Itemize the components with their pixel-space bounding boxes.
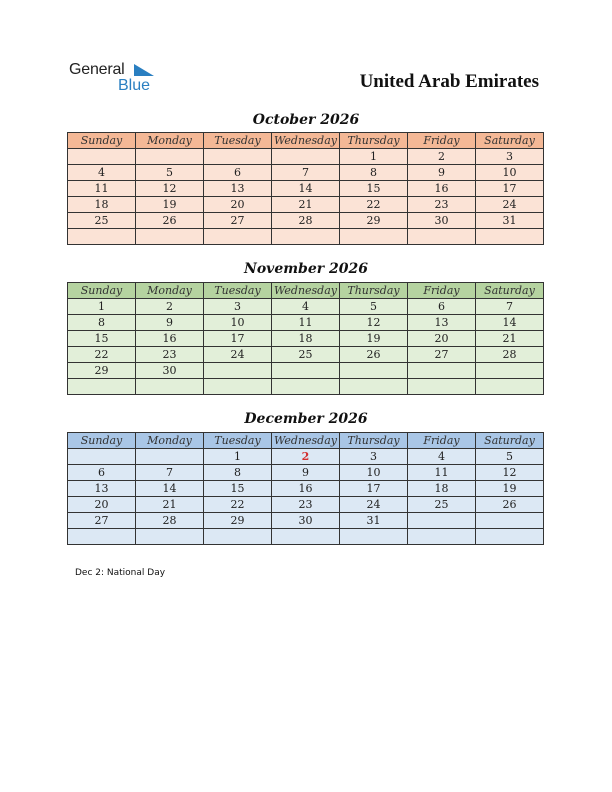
day-cell: 30 bbox=[136, 363, 204, 379]
day-cell bbox=[476, 513, 544, 529]
day-cell: 7 bbox=[272, 165, 340, 181]
month-title-november: November 2026 bbox=[244, 261, 368, 277]
day-cell bbox=[408, 229, 476, 245]
day-cell: 4 bbox=[272, 299, 340, 315]
weekday-header: Wednesday bbox=[272, 133, 340, 149]
day-cell: 23 bbox=[136, 347, 204, 363]
weekday-header: Wednesday bbox=[272, 433, 340, 449]
calendar-week-row bbox=[68, 497, 544, 513]
day-cell: 8 bbox=[68, 315, 136, 331]
day-cell: 29 bbox=[204, 513, 272, 529]
day-cell: 16 bbox=[408, 181, 476, 197]
day-cell: 23 bbox=[408, 197, 476, 213]
day-cell bbox=[272, 529, 340, 545]
day-cell: 26 bbox=[136, 213, 204, 229]
calendar-week-row bbox=[68, 181, 544, 197]
day-cell: 2 bbox=[408, 149, 476, 165]
calendar-week-row bbox=[68, 299, 544, 315]
weekday-header: Tuesday bbox=[204, 433, 272, 449]
day-cell: 23 bbox=[272, 497, 340, 513]
day-cell: 7 bbox=[136, 465, 204, 481]
day-cell: 22 bbox=[340, 197, 408, 213]
day-cell: 22 bbox=[68, 347, 136, 363]
day-cell: 26 bbox=[340, 347, 408, 363]
weekday-header: Friday bbox=[408, 283, 476, 299]
day-cell bbox=[340, 229, 408, 245]
day-cell bbox=[136, 529, 204, 545]
calendar-october bbox=[67, 132, 544, 245]
calendar-week-row bbox=[68, 347, 544, 363]
day-cell bbox=[136, 379, 204, 395]
day-cell: 3 bbox=[476, 149, 544, 165]
day-cell: 24 bbox=[340, 497, 408, 513]
day-cell bbox=[340, 529, 408, 545]
day-cell bbox=[408, 529, 476, 545]
day-cell: 9 bbox=[408, 165, 476, 181]
day-cell bbox=[476, 379, 544, 395]
day-cell bbox=[476, 363, 544, 379]
day-cell: 5 bbox=[476, 449, 544, 465]
weekday-header: Thursday bbox=[340, 133, 408, 149]
day-cell: 21 bbox=[476, 331, 544, 347]
calendar-week-row bbox=[68, 449, 544, 465]
calendar-week-row bbox=[68, 213, 544, 229]
weekday-header: Tuesday bbox=[204, 283, 272, 299]
calendar-november bbox=[67, 282, 544, 395]
day-cell: 21 bbox=[272, 197, 340, 213]
weekday-header: Saturday bbox=[476, 133, 544, 149]
day-cell: 14 bbox=[136, 481, 204, 497]
day-cell: 10 bbox=[340, 465, 408, 481]
day-cell: 26 bbox=[476, 497, 544, 513]
day-cell: 25 bbox=[272, 347, 340, 363]
day-cell: 18 bbox=[408, 481, 476, 497]
day-cell: 16 bbox=[272, 481, 340, 497]
day-cell: 5 bbox=[136, 165, 204, 181]
day-cell: 10 bbox=[476, 165, 544, 181]
day-cell: 14 bbox=[272, 181, 340, 197]
month-title-december: December 2026 bbox=[244, 411, 368, 427]
day-cell: 10 bbox=[204, 315, 272, 331]
day-cell: 28 bbox=[272, 213, 340, 229]
day-cell: 19 bbox=[340, 331, 408, 347]
calendar-week-row bbox=[68, 379, 544, 395]
day-cell bbox=[68, 449, 136, 465]
day-cell: 4 bbox=[408, 449, 476, 465]
day-cell: 18 bbox=[68, 197, 136, 213]
day-cell: 7 bbox=[476, 299, 544, 315]
day-cell: 16 bbox=[136, 331, 204, 347]
day-cell bbox=[340, 379, 408, 395]
day-cell bbox=[408, 363, 476, 379]
day-cell bbox=[272, 149, 340, 165]
day-cell bbox=[408, 379, 476, 395]
day-cell bbox=[340, 363, 408, 379]
day-cell: 6 bbox=[204, 165, 272, 181]
day-cell: 27 bbox=[204, 213, 272, 229]
calendar-december bbox=[67, 432, 544, 545]
day-cell: 29 bbox=[68, 363, 136, 379]
day-cell: 25 bbox=[408, 497, 476, 513]
day-cell: 9 bbox=[272, 465, 340, 481]
day-cell bbox=[204, 363, 272, 379]
general-blue-logo bbox=[69, 61, 169, 97]
day-cell: 24 bbox=[204, 347, 272, 363]
day-cell: 19 bbox=[476, 481, 544, 497]
day-cell: 2 bbox=[136, 299, 204, 315]
day-cell bbox=[68, 149, 136, 165]
day-cell bbox=[204, 379, 272, 395]
day-cell bbox=[204, 529, 272, 545]
day-cell: 18 bbox=[272, 331, 340, 347]
holiday-day-cell: 2 bbox=[272, 449, 340, 465]
day-cell: 29 bbox=[340, 213, 408, 229]
day-cell: 17 bbox=[204, 331, 272, 347]
day-cell: 28 bbox=[136, 513, 204, 529]
calendar-week-row bbox=[68, 229, 544, 245]
calendar-week-row bbox=[68, 197, 544, 213]
day-cell: 20 bbox=[204, 197, 272, 213]
day-cell bbox=[68, 529, 136, 545]
month-title-october: October 2026 bbox=[252, 112, 360, 128]
weekday-header: Thursday bbox=[340, 433, 408, 449]
weekday-header: Tuesday bbox=[204, 133, 272, 149]
weekday-header: Friday bbox=[408, 433, 476, 449]
day-cell: 14 bbox=[476, 315, 544, 331]
weekday-header: Saturday bbox=[476, 283, 544, 299]
day-cell bbox=[272, 379, 340, 395]
day-cell: 11 bbox=[408, 465, 476, 481]
day-cell bbox=[204, 149, 272, 165]
day-cell: 5 bbox=[340, 299, 408, 315]
calendar-week-row bbox=[68, 315, 544, 331]
holiday-note: Dec 2: National Day bbox=[75, 568, 166, 578]
day-cell: 13 bbox=[204, 181, 272, 197]
day-cell: 6 bbox=[68, 465, 136, 481]
day-cell: 20 bbox=[408, 331, 476, 347]
weekday-header: Saturday bbox=[476, 433, 544, 449]
day-cell: 19 bbox=[136, 197, 204, 213]
day-cell: 21 bbox=[136, 497, 204, 513]
weekday-header: Monday bbox=[136, 283, 204, 299]
day-cell: 8 bbox=[204, 465, 272, 481]
day-cell: 27 bbox=[408, 347, 476, 363]
day-cell: 15 bbox=[68, 331, 136, 347]
day-cell bbox=[476, 229, 544, 245]
day-cell: 31 bbox=[476, 213, 544, 229]
day-cell: 15 bbox=[204, 481, 272, 497]
calendar-week-row bbox=[68, 529, 544, 545]
day-cell bbox=[408, 513, 476, 529]
weekday-header: Wednesday bbox=[272, 283, 340, 299]
day-cell bbox=[204, 229, 272, 245]
day-cell: 24 bbox=[476, 197, 544, 213]
day-cell bbox=[476, 529, 544, 545]
weekday-header: Sunday bbox=[68, 433, 136, 449]
calendar-week-row bbox=[68, 465, 544, 481]
day-cell: 25 bbox=[68, 213, 136, 229]
day-cell: 1 bbox=[204, 449, 272, 465]
day-cell: 13 bbox=[68, 481, 136, 497]
calendar-week-row bbox=[68, 149, 544, 165]
calendar-week-row bbox=[68, 481, 544, 497]
day-cell: 8 bbox=[340, 165, 408, 181]
day-cell: 4 bbox=[68, 165, 136, 181]
day-cell: 12 bbox=[340, 315, 408, 331]
day-cell: 3 bbox=[340, 449, 408, 465]
logo-triangle-icon bbox=[134, 64, 156, 78]
day-cell: 17 bbox=[476, 181, 544, 197]
day-cell: 15 bbox=[340, 181, 408, 197]
weekday-header: Sunday bbox=[68, 133, 136, 149]
day-cell: 12 bbox=[476, 465, 544, 481]
day-cell bbox=[136, 449, 204, 465]
day-cell bbox=[68, 229, 136, 245]
day-cell: 1 bbox=[340, 149, 408, 165]
weekday-header: Sunday bbox=[68, 283, 136, 299]
day-cell: 20 bbox=[68, 497, 136, 513]
day-cell: 17 bbox=[340, 481, 408, 497]
weekday-header: Monday bbox=[136, 433, 204, 449]
day-cell bbox=[272, 363, 340, 379]
day-cell: 3 bbox=[204, 299, 272, 315]
day-cell: 11 bbox=[272, 315, 340, 331]
day-cell bbox=[272, 229, 340, 245]
calendar-week-row bbox=[68, 165, 544, 181]
day-cell: 31 bbox=[340, 513, 408, 529]
day-cell: 1 bbox=[68, 299, 136, 315]
day-cell: 12 bbox=[136, 181, 204, 197]
day-cell: 13 bbox=[408, 315, 476, 331]
day-cell bbox=[136, 149, 204, 165]
day-cell: 27 bbox=[68, 513, 136, 529]
day-cell: 9 bbox=[136, 315, 204, 331]
weekday-header: Friday bbox=[408, 133, 476, 149]
weekday-header: Thursday bbox=[340, 283, 408, 299]
weekday-header: Monday bbox=[136, 133, 204, 149]
day-cell: 28 bbox=[476, 347, 544, 363]
day-cell: 22 bbox=[204, 497, 272, 513]
day-cell bbox=[136, 229, 204, 245]
day-cell: 11 bbox=[68, 181, 136, 197]
calendar-week-row bbox=[68, 363, 544, 379]
day-cell: 30 bbox=[408, 213, 476, 229]
day-cell: 6 bbox=[408, 299, 476, 315]
country-title: United Arab Emirates bbox=[359, 71, 539, 92]
day-cell bbox=[68, 379, 136, 395]
logo-blue-text: Blue bbox=[118, 77, 151, 94]
calendar-week-row bbox=[68, 513, 544, 529]
logo-general-text: General bbox=[69, 61, 125, 78]
day-cell: 30 bbox=[272, 513, 340, 529]
calendar-week-row bbox=[68, 331, 544, 347]
